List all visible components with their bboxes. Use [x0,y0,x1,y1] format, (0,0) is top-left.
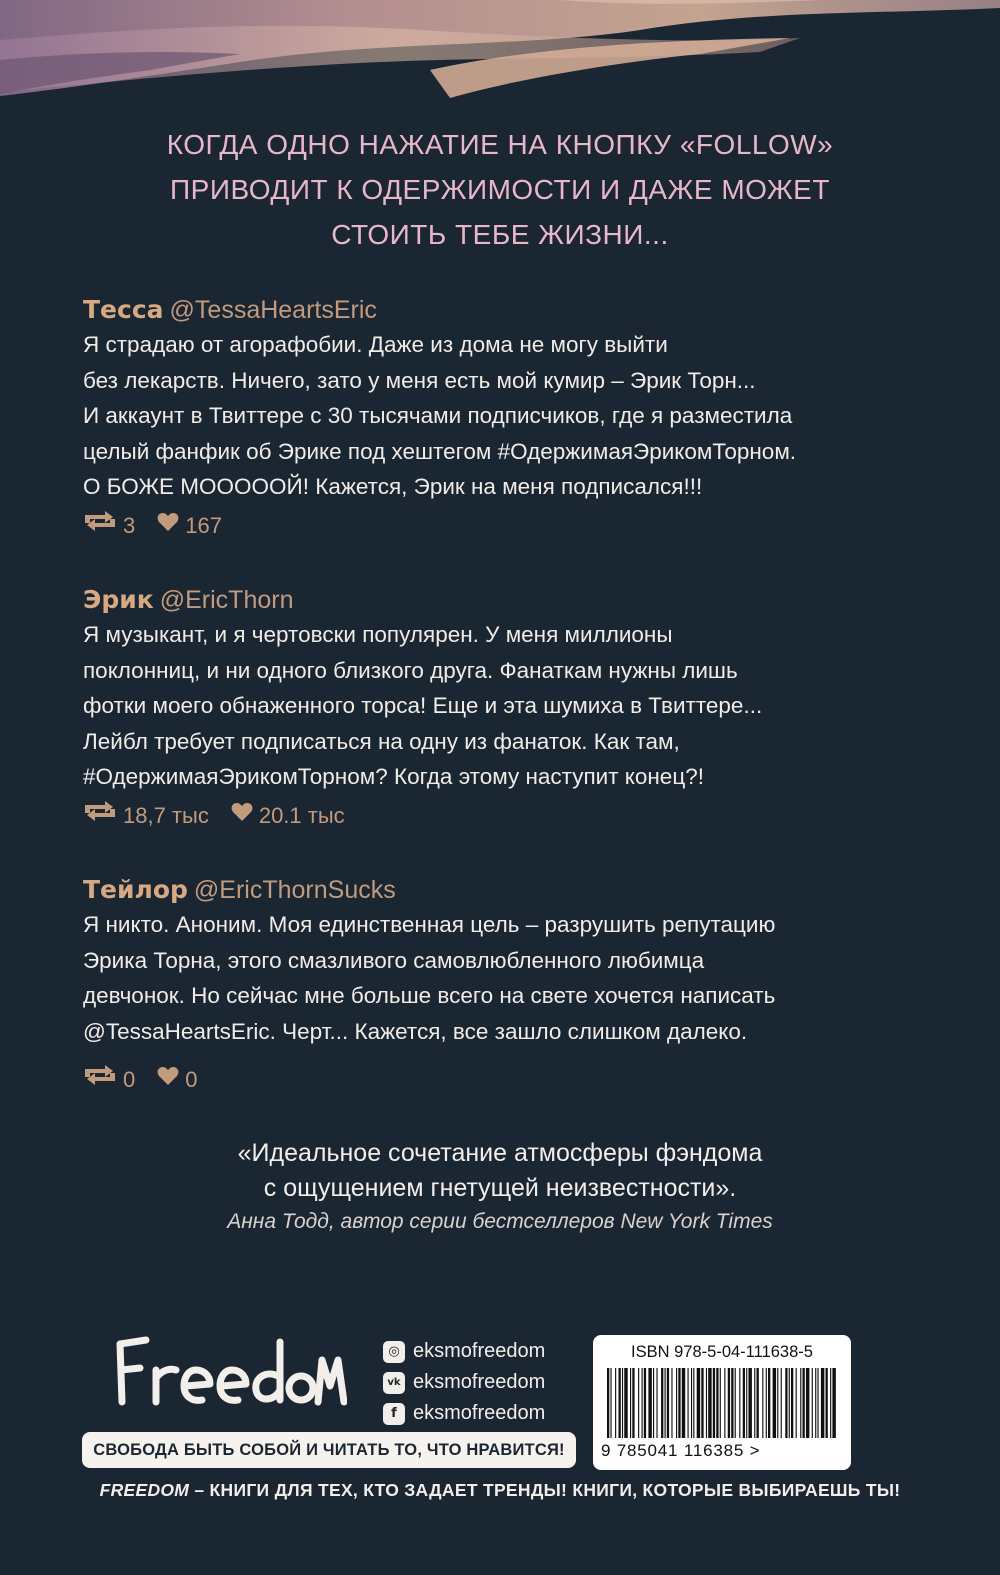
post-line: Лейбл требует подписаться на одну из фанаток. Как там, [83,728,680,754]
barcode-bar [773,1368,776,1438]
quote-line: «Идеальное сочетание атмосферы фэндома [237,1139,763,1167]
retweet-icon[interactable] [83,1063,117,1097]
quote-line: с ощущением гнетущей неизвестности». [263,1174,737,1202]
barcode-bar [624,1368,627,1438]
barcode-bar [781,1368,782,1438]
barcode-bar [701,1368,703,1438]
barcode-bar [789,1368,790,1438]
barcode-bar [724,1368,725,1438]
barcode-bar [815,1368,816,1438]
post-header [83,293,963,327]
post-line: без лекарств. Ничего, зато у меня есть мой кумир – Эрик Торн... [83,367,756,393]
barcode-bar [785,1368,787,1438]
barcode-bar [610,1368,611,1438]
post-line: девчонок. Но сейчас мне больше всего на свете хочется написать [83,983,776,1008]
barcode-bar [777,1368,778,1438]
post-body [83,617,963,795]
barcode-bar [682,1368,685,1438]
instagram-icon: ◎ [383,1341,405,1363]
barcode-bar [713,1368,715,1438]
barcode-bar [817,1368,818,1438]
barcode-bar [830,1368,831,1438]
tagline-line: КОГДА ОДНО НАЖАТИЕ НА КНОПКУ «FOLLOW» [166,129,834,160]
barcode-bar [688,1368,689,1438]
barcode-bar [826,1368,828,1438]
post-author-name: Эрик [83,585,154,614]
retweet-icon[interactable] [83,799,117,833]
heart-icon[interactable] [157,1063,179,1097]
post-line: Я никто. Аноним. Моя единственная цель – разрушить репутацию [83,912,776,937]
post-author-handle[interactable]: @TessaHeartsEric [169,296,377,324]
vk-icon: vk [383,1372,405,1394]
barcode-bar [800,1368,801,1438]
post-author-name: Тейлор [83,875,188,904]
barcode-bar [615,1368,616,1438]
post-line: фотки моего обнаженного торса! Еще и эта шумиха в Твиттере... [83,693,763,718]
barcode-bar [720,1368,721,1438]
slogan-text: – КНИГИ ДЛЯ ТЕХ, КТО ЗАДАЕТ ТРЕНДЫ! КНИГИ, КОТОРЫЕ ВЫБИРАЕШЬ ТЫ! [189,1480,901,1500]
social-links [383,1336,545,1429]
post-author-name: Тесса [83,295,164,324]
heart-icon[interactable] [231,799,253,833]
barcode-bar [746,1368,747,1438]
barcode-bar [748,1368,751,1438]
post-line: @TessaHeartsEric. Черт... Кажется, все зашло слишком далеко. [83,1018,748,1044]
barcode-bar [731,1368,733,1438]
barcode-bar [728,1368,730,1438]
barcode-bars [605,1368,839,1440]
post-stats [83,1063,963,1097]
tagline [0,122,1000,257]
barcode-bar [716,1368,718,1438]
barcode-bar [619,1368,621,1438]
post-taylor [83,873,963,1097]
social-instagram[interactable] [383,1336,545,1367]
barcode-bar [607,1368,609,1438]
like-count: 0 [185,1067,198,1092]
like-count: 20.1 тыс [258,802,345,828]
barcode-bar [757,1368,759,1438]
barcode-bar [766,1368,767,1438]
barcode-bar [648,1368,651,1438]
barcode-bar [708,1368,711,1438]
post-stats [83,799,963,833]
post-line: Я музыкант, и я чертовски популярен. У меня миллионы [83,622,673,647]
post-header [83,873,963,907]
barcode-bar [706,1368,707,1438]
barcode-bar [691,1368,692,1438]
barcode-bar [678,1368,680,1438]
social-handle: eksmofreedom [413,1402,546,1424]
heart-icon[interactable] [157,509,179,543]
barcode-bar [735,1368,736,1438]
post-body [83,907,963,1049]
tagline-line: СТОИТЬ ТЕБЕ ЖИЗНИ... [331,219,669,250]
barcode-bar [642,1368,643,1438]
retweet-count: 3 [123,512,136,538]
post-tessa [83,293,963,543]
barcode-bar [697,1368,700,1438]
post-body [83,327,963,505]
barcode-bar [622,1368,623,1438]
retweet-count: 18,7 тыс [123,802,209,828]
motto-banner: СВОБОДА БЫТЬ СОБОЙ И ЧИТАТЬ ТО, ЧТО НРАВИТСЯ! [82,1432,576,1468]
retweet-icon[interactable] [83,509,117,543]
barcode-bar [791,1368,793,1438]
barcode-bar [630,1368,631,1438]
post-stats [83,509,963,543]
barcode-bar [743,1368,745,1438]
post-line: И аккаунт в Твиттере с 30 тысячами подписчиков, где я разместила [83,403,793,428]
isbn-barcode [593,1335,851,1470]
review-quote [0,1136,1000,1238]
barcode-bar [812,1368,813,1438]
barcode-bar [665,1368,666,1438]
freedom-logo [112,1330,347,1410]
brush-stroke-decoration [0,0,1000,120]
tagline-line: ПРИВОДИТ К ОДЕРЖИМОСТИ И ДАЖЕ МОЖЕТ [170,174,830,205]
slogan-brand: FREEDOM [99,1480,190,1500]
social-vk[interactable] [383,1367,545,1398]
barcode-bar [762,1368,763,1438]
post-line: целый фанфик об Эрике под хештегом #ОдержимаяЭрикомТорном. [83,438,797,464]
social-handle: eksmofreedom [413,1340,546,1362]
barcode-bar [671,1368,672,1438]
post-author-handle[interactable]: @EricThornSucks [193,876,396,904]
post-author-handle[interactable]: @EricThorn [159,586,294,614]
post-header [83,583,963,617]
isbn-label: ISBN 978-5-04-111638-5 [631,1343,813,1361]
post-line: Я страдаю от агорафобии. Даже из дома не могу выйти [83,332,668,357]
social-handle: eksmofreedom [413,1371,546,1393]
barcode-bar [676,1368,677,1438]
quote-attribution: Анна Тодд, автор серии бестселлеров New York Times [227,1210,773,1233]
barcode-bar [638,1368,639,1438]
post-line: #ОдержимаяЭрикомТорном? Когда этому наступит конец?! [83,764,704,789]
barcode-bar [821,1368,824,1438]
barcode-bar [632,1368,634,1438]
barcode-bar [656,1368,657,1438]
barcode-bar [803,1368,805,1438]
barcode-bar [754,1368,755,1438]
post-line: О БОЖЕ МОООООЙ! Кажется, Эрик на меня подписался!!! [83,474,703,499]
barcode-bar [739,1368,740,1438]
barcode-bar [806,1368,809,1438]
like-count: 167 [185,512,222,538]
social-facebook[interactable] [383,1398,545,1429]
post-eric [83,583,963,833]
barcode-bar [653,1368,654,1438]
barcode-bar [644,1368,646,1438]
publisher-slogan [0,1480,1000,1501]
facebook-icon: f [383,1403,405,1425]
barcode-bar [693,1368,694,1438]
barcode-bar [832,1368,835,1438]
barcode-bar [796,1368,797,1438]
post-line: Эрика Торна, этого смазливого самовлюбленного любимца [83,947,705,973]
post-line: поклонниц, и ни одного близкого друга. Фанаткам нужны лишь [83,657,738,683]
barcode-digits: 9 785041 116385 > [601,1441,761,1460]
retweet-count: 0 [123,1067,136,1092]
barcode-bar [661,1368,663,1438]
barcode-bar [667,1368,669,1438]
barcode-bar [768,1368,770,1438]
